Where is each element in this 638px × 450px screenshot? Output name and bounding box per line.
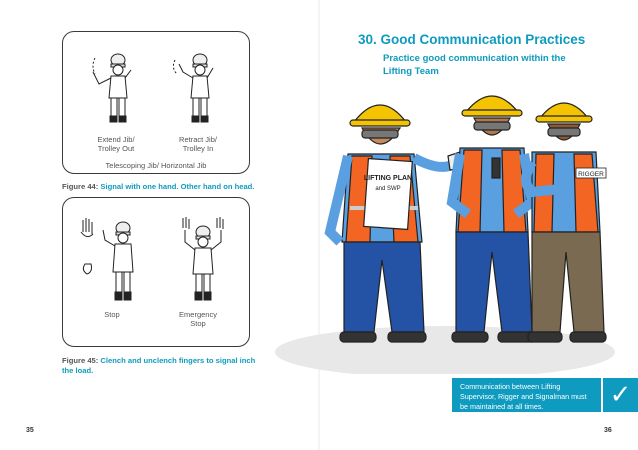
panel-caption: Telescoping Jib/ Horizontal Jib	[105, 161, 207, 170]
retract-jib-figure-icon	[173, 46, 223, 126]
svg-text:and SWP: and SWP	[375, 186, 401, 192]
stop-signal-figure-icon	[77, 216, 147, 306]
worker-signalman-figure	[452, 96, 536, 342]
callout-box	[452, 378, 601, 412]
page-number-left: 35	[26, 427, 34, 434]
signal-panel-telescoping	[62, 31, 250, 174]
section-subheading: Practice good communication within the Lifting Team	[383, 53, 566, 77]
figure-45-number: Figure 45:	[62, 356, 99, 365]
signal-label-extend-jib: Extend Jib/ Trolley Out	[97, 135, 135, 153]
figure-44-text: Signal with one hand. Other hand on head.	[100, 182, 255, 191]
ground-shadow	[275, 326, 615, 374]
page-number-right: 36	[604, 427, 612, 434]
badge-text: RIGGER	[578, 171, 604, 178]
figure-44-caption	[62, 182, 262, 192]
check-icon: ✓	[603, 378, 638, 412]
figure-45-caption	[62, 356, 257, 376]
signal-label-stop: Stop	[104, 310, 120, 319]
emergency-stop-figure-icon	[173, 216, 233, 306]
signal-panel-stop	[62, 197, 250, 347]
extend-jib-figure-icon	[91, 46, 141, 126]
lifting-team-illustration	[270, 82, 620, 374]
signal-label-retract-jib: Retract Jib/ Trolley In	[179, 135, 217, 153]
figure-45-text: Clench and unclench fingers to signal inch the load.	[62, 356, 256, 375]
figure-44-number: Figure 44:	[62, 182, 99, 191]
lifting-plan-board	[364, 159, 413, 230]
worker-rigger-figure	[526, 103, 606, 342]
signal-label-emergency-stop: Emergency Stop	[179, 310, 217, 328]
rigger-badge	[576, 168, 606, 178]
callout-text: Communication between Lifting Supervisor, Rigger and Signalman must be maintained at all times.	[460, 382, 587, 411]
board-text: LIFTING PLAN	[363, 175, 413, 182]
section-heading: 30. Good Communication Practices	[358, 32, 586, 47]
